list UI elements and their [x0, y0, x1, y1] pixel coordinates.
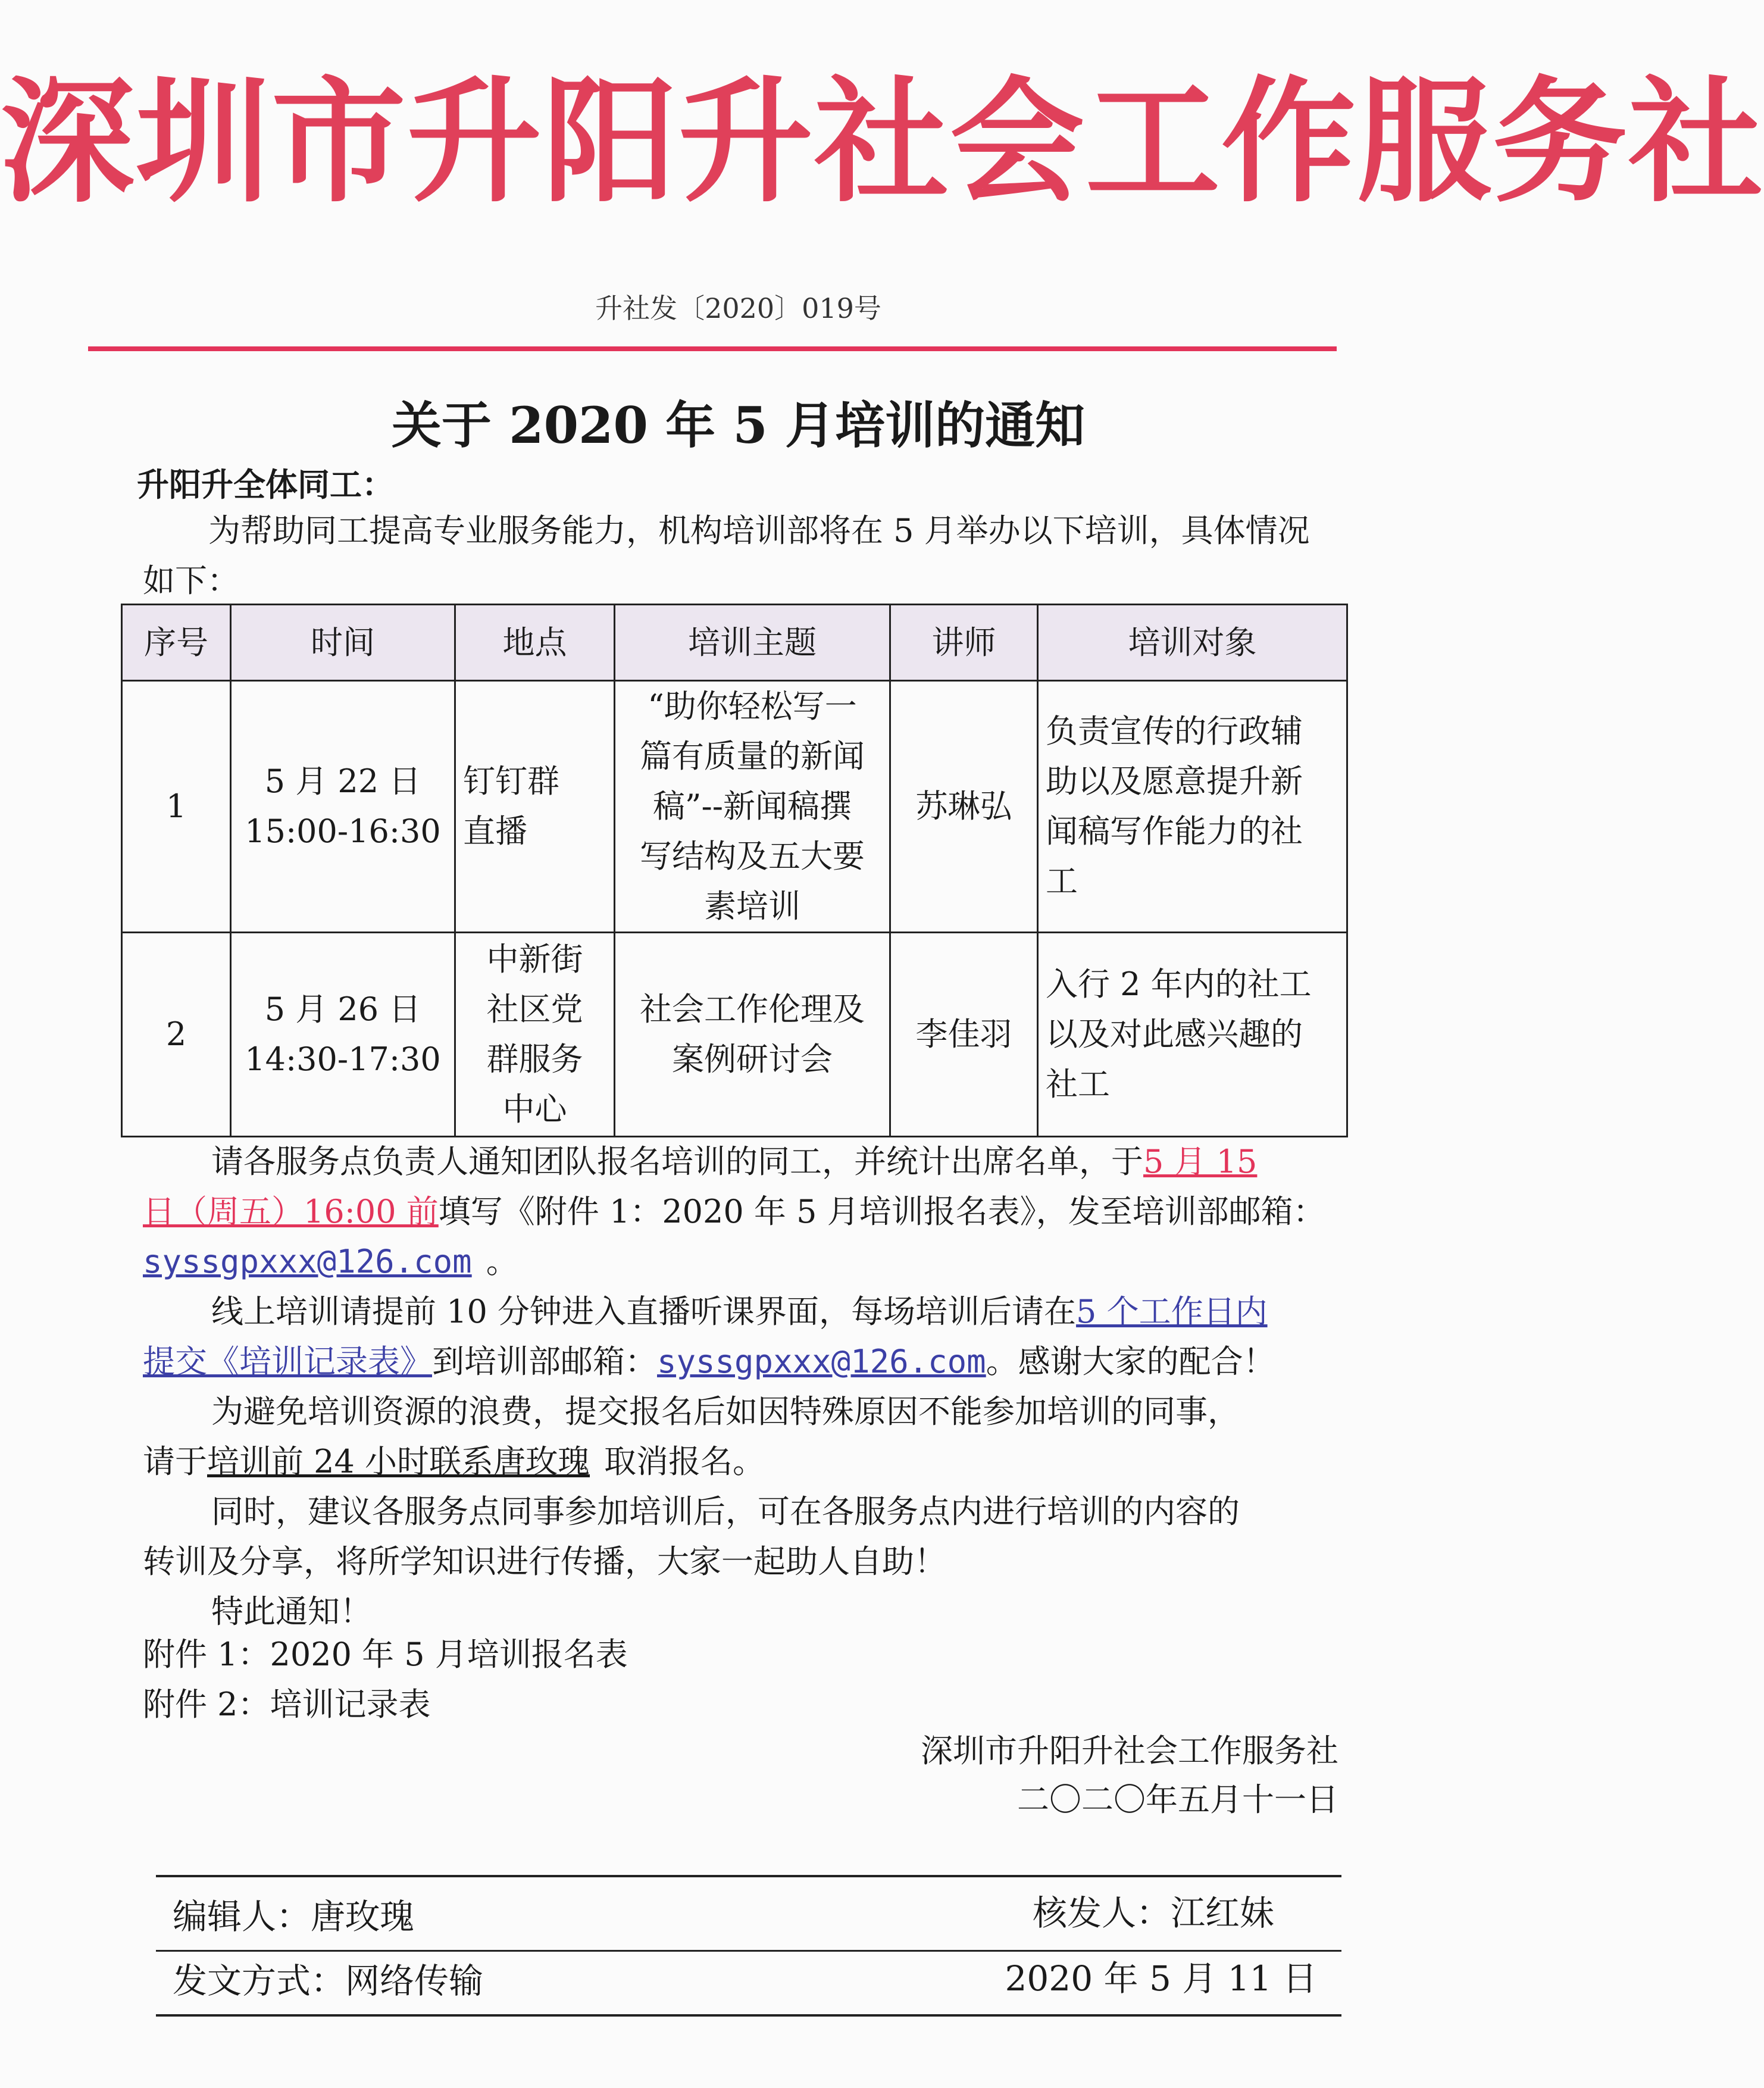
training-email-link[interactable]: syssgpxxx@126.com	[143, 1243, 472, 1280]
row-number: 1	[122, 681, 231, 933]
topic-line: “助你轻松写一	[648, 687, 857, 725]
cancellation-text: 请于	[143, 1443, 207, 1480]
registration-paragraph-line	[143, 1187, 1325, 1237]
sharing-paragraph-line: 转训及分享，将所学知识进行传播，大家一起助人自助！	[143, 1543, 946, 1580]
training-email-link[interactable]: syssgpxxx@126.com	[657, 1343, 986, 1380]
footer-middle-rule	[156, 1950, 1341, 1952]
footer-method: 发文方式：网络传输	[173, 1961, 484, 2001]
row-audience	[1038, 933, 1347, 1137]
row-place	[455, 933, 615, 1137]
row-topic	[615, 933, 890, 1137]
topic-line: 素培训	[704, 887, 800, 925]
col-header-lecturer: 讲师	[890, 605, 1038, 681]
audience-line: 入行 2 年内的社工	[1046, 965, 1312, 1003]
place-line: 中新街	[486, 940, 583, 978]
header-divider	[88, 346, 1337, 351]
place-line: 群服务	[486, 1040, 583, 1078]
footer-approver: 核发人：江红妹	[1032, 1893, 1274, 1933]
online-training-text: 。感谢大家的配合！	[986, 1343, 1275, 1380]
place-line: 钉钉群	[463, 762, 559, 800]
cancellation-text: 取消报名。	[604, 1443, 765, 1480]
topic-line: 案例研讨会	[672, 1040, 833, 1078]
place-line: 社区党	[486, 990, 583, 1028]
online-training-paragraph-line	[143, 1337, 1275, 1387]
organization-header: 深圳市升阳升社会工作服务社	[0, 64, 1764, 221]
registration-text: 填写《附件 1：2020 年 5 月培训报名表》，发至培训部邮箱：	[438, 1193, 1325, 1230]
row-lecturer: 苏琳弘	[890, 681, 1038, 933]
footer-bottom-rule	[156, 2014, 1341, 2017]
row-time	[231, 681, 455, 933]
topic-line: 篇有质量的新闻	[640, 737, 865, 775]
footer-editor: 编辑人：唐玫瑰	[173, 1896, 415, 1937]
row-audience	[1038, 681, 1347, 933]
audience-line: 工	[1046, 862, 1078, 900]
deadline-highlight: 日（周五）16:00 前	[143, 1193, 439, 1230]
cancellation-paragraph-line	[143, 1437, 765, 1487]
place-line: 中心	[502, 1090, 567, 1128]
registration-paragraph-line	[211, 1137, 1257, 1187]
attachment-2: 附件 2：培训记录表	[143, 1686, 431, 1723]
sharing-paragraph-line: 同时，建议各服务点同事参加培训后，可在各服务点内进行培训的内容的	[211, 1493, 1240, 1530]
signature-date: 二〇二〇年五月十一日	[1017, 1781, 1338, 1818]
table-row	[122, 681, 1347, 933]
row-date: 5 月 26 日	[264, 990, 421, 1028]
topic-line: 社会工作伦理及	[640, 990, 865, 1028]
deadline-highlight: 5 月 15	[1143, 1143, 1258, 1180]
audience-line: 社工	[1046, 1065, 1110, 1103]
cancellation-paragraph-line: 为避免培训资源的浪费，提交报名后如因特殊原因不能参加培训的同事，	[211, 1393, 1240, 1430]
closing-line: 特此通知！	[211, 1593, 372, 1630]
row-date: 5 月 22 日	[264, 762, 421, 800]
table-header-row	[122, 605, 1347, 681]
footer-top-rule	[156, 1875, 1341, 1877]
registration-text: 请各服务点负责人通知团队报名培训的同工，并统计出席名单，于	[211, 1143, 1143, 1180]
training-schedule-table	[121, 604, 1348, 1137]
col-header-time: 时间	[231, 605, 455, 681]
row-time-range: 15:00-16:30	[245, 812, 441, 850]
online-training-text: 到培训部邮箱：	[432, 1343, 657, 1380]
table-row	[122, 933, 1347, 1137]
audience-line: 以及对此感兴趣的	[1046, 1015, 1303, 1053]
document-number: 升社发〔2020〕019号	[595, 292, 881, 324]
intro-paragraph: 为帮助同工提高专业服务能力，机构培训部将在 5 月举办以下培训，具体情况如下：	[143, 512, 1310, 599]
col-header-topic: 培训主题	[615, 605, 890, 681]
row-time	[231, 933, 455, 1137]
attachment-1: 附件 1：2020 年 5 月培训报名表	[143, 1636, 628, 1673]
col-header-number: 序号	[122, 605, 231, 681]
online-training-text: 线上培训请提前 10 分钟进入直播听课界面，每场培训后请在	[211, 1293, 1077, 1330]
document-title: 关于 2020 年 5 月培训的通知	[391, 396, 1086, 455]
audience-line: 负责宣传的行政辅	[1046, 712, 1303, 750]
registration-text: 。	[486, 1243, 518, 1280]
row-place	[455, 681, 615, 933]
topic-line: 稿”--新闻稿撰	[652, 787, 852, 825]
col-header-place: 地点	[455, 605, 615, 681]
registration-paragraph-line	[143, 1237, 518, 1287]
col-header-audience: 培训对象	[1038, 605, 1347, 681]
deadline-link[interactable]: 5 个工作日内	[1076, 1293, 1268, 1330]
training-record-link[interactable]: 提交《培训记录表》	[143, 1343, 432, 1380]
contact-highlight: 培训前 24 小时联系唐玫瑰	[207, 1443, 590, 1480]
row-number: 2	[122, 933, 231, 1137]
signature-organization: 深圳市升阳升社会工作服务社	[921, 1732, 1338, 1770]
audience-line: 闻稿写作能力的社	[1046, 812, 1303, 850]
online-training-paragraph-line	[211, 1287, 1268, 1337]
audience-line: 助以及愿意提升新	[1046, 762, 1303, 800]
row-time-range: 14:30-17:30	[245, 1040, 441, 1078]
greeting: 升阳升全体同工：	[137, 465, 394, 504]
row-lecturer: 李佳羽	[890, 933, 1038, 1137]
topic-line: 写结构及五大要	[640, 837, 865, 875]
footer-date: 2020 年 5 月 11 日	[1005, 1958, 1317, 1999]
place-line: 直播	[463, 812, 527, 850]
row-topic	[615, 681, 890, 933]
